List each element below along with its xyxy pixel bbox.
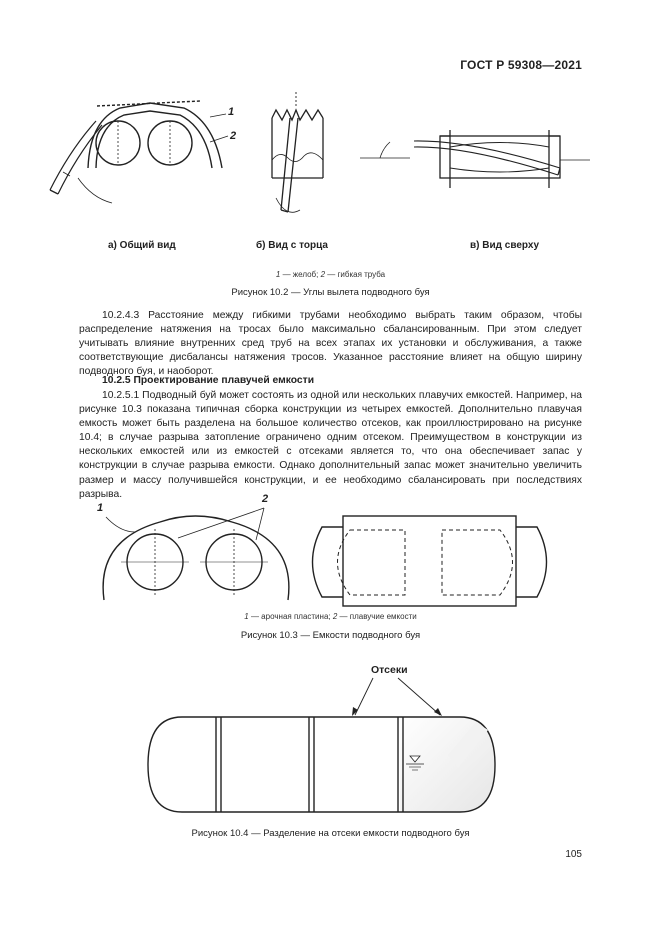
- figure-10-2-legend: 1 — желоб; 2 — гибкая труба: [275, 270, 386, 279]
- subfigure-label-b: б) Вид с торца: [256, 240, 328, 251]
- paragraph-10-2-4-3: 10.2.4.3 Расстояние между гибкими трубами необходимо выбрать таким образом, чтобы распределение натяжения на тросах было максимально сбалансированным. При этом следует учитывать влияние внутренних сред труб на всех этапах их установки и обслуживания, а также соответствующие дисбалансы натяжения тросов. Указанное расстояние влияет на общую ширину подводного буя, и наоборот.: [79, 310, 582, 378]
- callout-2-fig-10-3: 2: [262, 493, 269, 505]
- callout-1-fig-10-2: 1: [228, 106, 235, 118]
- compartments-label: Отсеки: [371, 664, 408, 676]
- section-heading-10-2-5: 10.2.5 Проектирование плавучей емкости: [102, 375, 315, 386]
- subfigure-label-a: а) Общий вид: [108, 240, 176, 251]
- page-number: 105: [565, 849, 582, 860]
- figure-10-2-caption: Рисунок 10.2 — Углы вылета подводного буя: [231, 287, 430, 298]
- subfigure-label-c: в) Вид сверху: [470, 240, 540, 251]
- callout-1-fig-10-3: 1: [97, 502, 104, 514]
- callout-2-fig-10-2: 2: [230, 130, 237, 142]
- paragraph-10-2-5-1: 10.2.5.1 Подводный буй может состоять из одной или нескольких плавучих емкостей. Например, на рисунке 10.3 показана типичная сборка конструкции из четырех емкостей. Дополнительно плавучая емкость может быть разделена на большое количество отсеков, как проиллюстрировано на рисунке 10.4; в случае разрыва затопление ограничено одним отсеком. Преимуществом в конструкции из нескольких емкостей или из емкостей с отсеками является то, что она обеспечивает запас у конструкции в случае разрыва емкости. Однако дополнительный запас может значительно увеличить размер и массу получившейся конструкции, и ее необходимо сбалансировать при последствиях разрыва.: [79, 390, 582, 500]
- document-header: ГОСТ Р 59308—2021: [460, 58, 582, 72]
- figure-10-3-caption: Рисунок 10.3 — Емкости подводного буя: [240, 630, 421, 641]
- figure-10-4-caption: Рисунок 10.4 — Разделение на отсеки емкости подводного буя: [191, 828, 470, 839]
- figure-10-3-legend: 1 — арочная пластина; 2 — плавучие емкости: [244, 612, 417, 621]
